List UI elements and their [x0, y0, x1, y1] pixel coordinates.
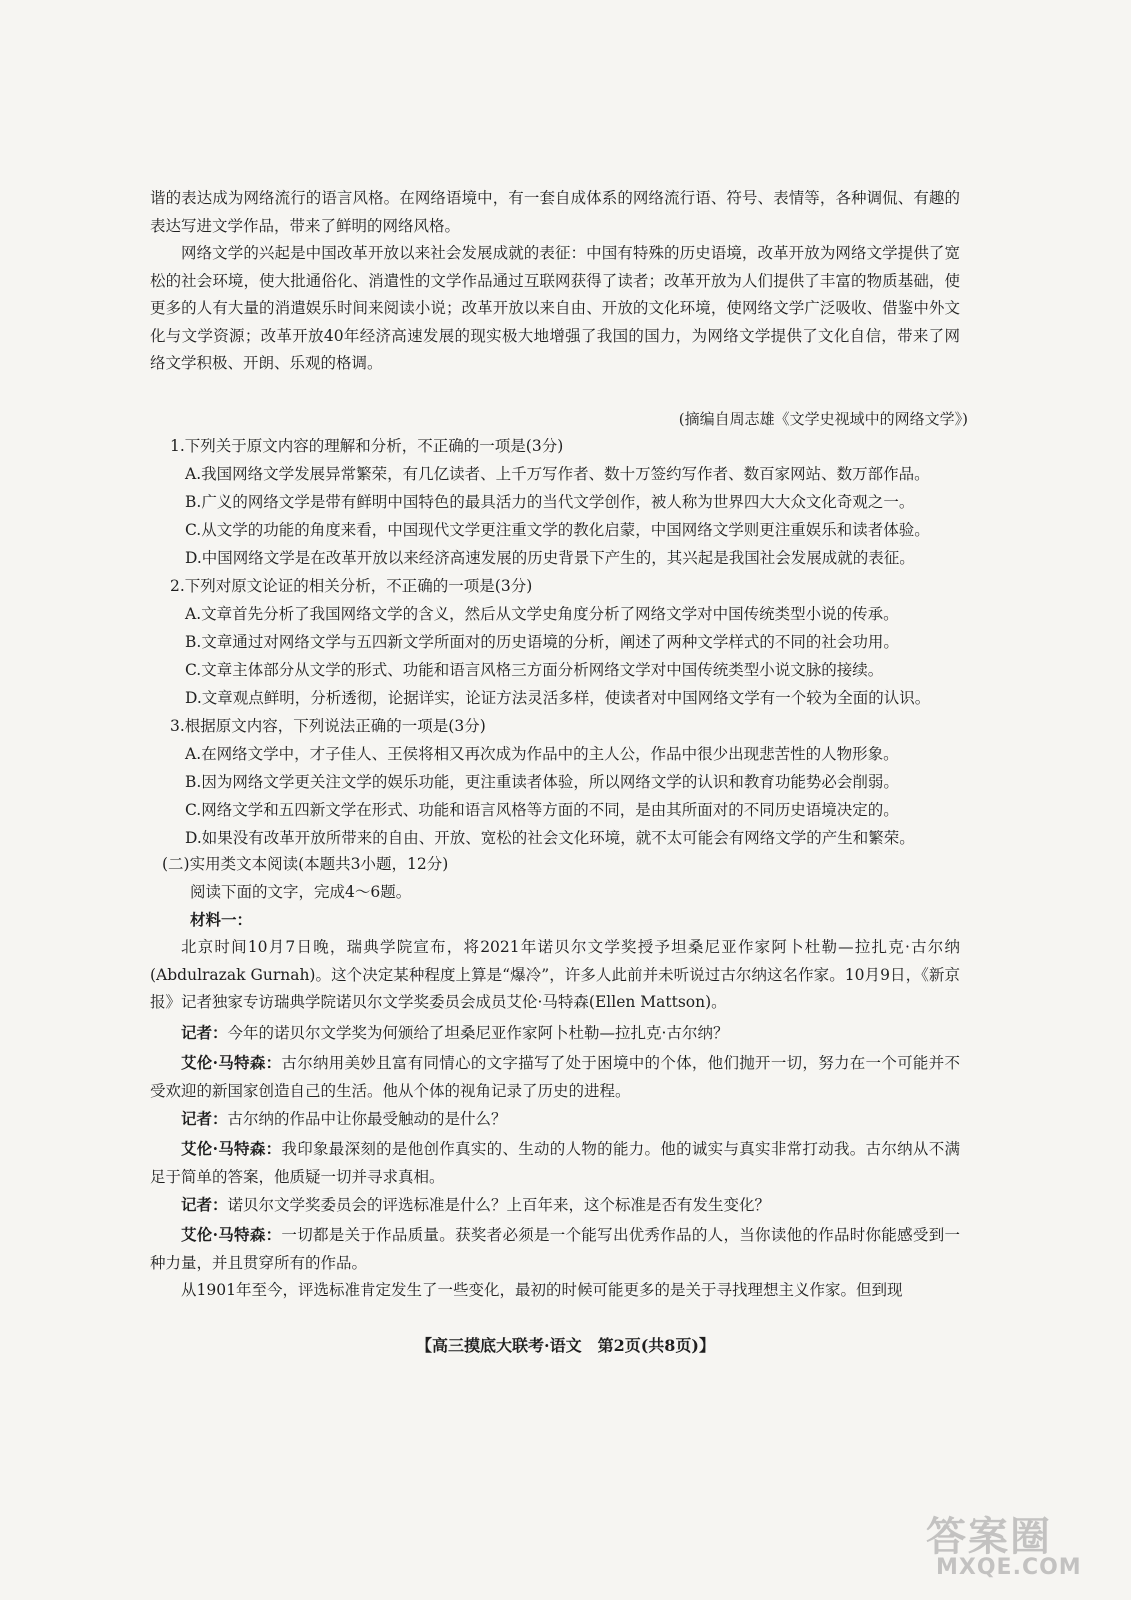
question-1-option-d: D.中国网络文学是在改革开放以来经济高速发展的历史背景下产生的，其兴起是我国社会发展成就的表征。 [185, 549, 915, 567]
question-2-option-c: C.文章主体部分从文学的形式、功能和语言风格三方面分析网络文学对中国传统类型小说文脉的接续。 [185, 661, 884, 679]
speaker-label: 艾伦·马特森： [181, 1053, 282, 1072]
question-3-stem: 3.根据原文内容，下列说法正确的一项是(3分) [170, 717, 486, 735]
interview-text: 古尔纳用美妙且富有同情心的文字描写了处于困境中的个体，他们抛开一切，努力在一个可能并不受欢迎的新国家创造自己的生活。他从个体的视角记录了历史的进程。 [150, 1054, 960, 1100]
question-2-stem: 2.下列对原文论证的相关分析，不正确的一项是(3分) [170, 577, 533, 595]
question-2-option-d: D.文章观点鲜明，分析透彻，论据详实，论证方法灵活多样，使读者对中国网络文学有一个较为全面的认识。 [185, 689, 931, 707]
speaker-label: 记者： [181, 1023, 228, 1042]
section-2-heading: (二)实用类文本阅读(本题共3小题，12分) [162, 855, 449, 873]
interview-answer [150, 1049, 960, 1105]
section-2-instruction: 阅读下面的文字，完成4～6题。 [190, 883, 412, 901]
closing-paragraph: 从1901年至今，评选标准肯定发生了一些变化，最初的时候可能更多的是关于寻找理想主义作家。但到现 [181, 1281, 903, 1299]
interview-answer [150, 1135, 960, 1191]
speaker-label: 艾伦·马特森： [181, 1225, 282, 1244]
source-citation: (摘编自周志雄《文学史视域中的网络文学》) [678, 410, 968, 428]
interview-question [150, 1019, 960, 1048]
interview-text: 我印象最深刻的是他创作真实的、生动的人物的能力。他的诚实与真实非常打动我。古尔纳从不满足于简单的答案，他质疑一切并寻求真相。 [150, 1140, 960, 1186]
interview-text: 一切都是关于作品质量。获奖者必须是一个能写出优秀作品的人，当你读他的作品时你能感受到一种力量，并且贯穿所有的作品。 [150, 1226, 960, 1272]
question-2-option-b: B.文章通过对网络文学与五四新文学所面对的历史语境的分析，阐述了两种文学样式的不同的社会功用。 [185, 633, 899, 651]
speaker-label: 记者： [181, 1109, 228, 1128]
page-footer: 【高三摸底大联考·语文 第2页(共8页)】 [416, 1336, 715, 1355]
interview-question [150, 1105, 960, 1134]
question-3-option-d: D.如果没有改革开放所带来的自由、开放、宽松的社会文化环境，就不太可能会有网络文学的产生和繁荣。 [185, 829, 915, 847]
interview-text: 古尔纳的作品中让你最受触动的是什么？ [227, 1110, 507, 1128]
site-watermark [918, 1505, 1088, 1585]
intro-paragraph-continued: 谐的表达成为网络流行的语言风格。在网络语境中，有一套自成体系的网络流行语、符号、表情等，各种调侃、有趣的表达写进文学作品，带来了鲜明的网络风格。 [150, 189, 960, 235]
material-intro-paragraph: 北京时间10月7日晚，瑞典学院宣布，将2021年诺贝尔文学奖授予坦桑尼亚作家阿卜杜勒—拉扎克·古尔纳(Abdulrazak Gurnah)。这个决定某种程度上算是“爆冷”，许多人此前并未听说过古尔纳这名作家。10月9日，《新京报》记者独家专访瑞典学院诺贝尔文学奖委员会成员艾伦·马特森(Ellen Mattson)。 [150, 938, 960, 1012]
interview-answer [150, 1221, 960, 1277]
question-1-option-c: C.从文学的功能的角度来看，中国现代文学更注重文学的教化启蒙，中国网络文学则更注重娱乐和读者体验。 [185, 521, 930, 539]
interview-text: 今年的诺贝尔文学奖为何颁给了坦桑尼亚作家阿卜杜勒—拉扎克·古尔纳？ [227, 1024, 729, 1042]
question-1-option-a: A.我国网络文学发展异常繁荣，有几亿读者、上千万写作者、数十万签约写作者、数百家网站、数万部作品。 [185, 465, 930, 483]
watermark-logo-text: 答案圈 [926, 1514, 1052, 1560]
intro-paragraph-reform: 网络文学的兴起是中国改革开放以来社会发展成就的表征：中国有特殊的历史语境，改革开放为网络文学提供了宽松的社会环境，使大批通俗化、消遣性的文学作品通过互联网获得了读者；改革开放为人们提供了丰富的物质基础，使更多的人有大量的消遣娱乐时间来阅读小说；改革开放以来自由、开放的文化环境，使网络文学广泛吸收、借鉴中外文化与文学资源；改革开放40年经济高速发展的现实极大地增强了我国的国力，为网络文学提供了文化自信，带来了网络文学积极、开朗、乐观的格调。 [150, 244, 960, 373]
question-3-option-a: A.在网络文学中，才子佳人、王侯将相又再次成为作品中的主人公，作品中很少出现悲苦性的人物形象。 [185, 745, 899, 763]
question-1-stem: 1.下列关于原文内容的理解和分析，不正确的一项是(3分) [170, 437, 564, 455]
speaker-label: 记者： [181, 1195, 228, 1214]
speaker-label: 艾伦·马特森： [181, 1139, 282, 1158]
watermark-domain: MXQE.COM [936, 1555, 1082, 1580]
question-2-option-a: A.文章首先分析了我国网络文学的含义，然后从文学史角度分析了网络文学对中国传统类型小说的传承。 [185, 605, 899, 623]
question-3-option-c: C.网络文学和五四新文学在形式、功能和语言风格等方面的不同，是由其所面对的不同历史语境决定的。 [185, 801, 899, 819]
interview-text: 诺贝尔文学奖委员会的评选标准是什么？上百年来，这个标准是否有发生变化？ [227, 1196, 771, 1214]
material-one-label: 材料一： [190, 910, 253, 929]
question-3-option-b: B.因为网络文学更关注文学的娱乐功能，更注重读者体验，所以网络文学的认识和教育功能势必会削弱。 [185, 773, 899, 791]
question-1-option-b: B.广义的网络文学是带有鲜明中国特色的最具活力的当代文学创作，被人称为世界四大大众文化奇观之一。 [185, 493, 915, 511]
interview-question [150, 1191, 960, 1220]
